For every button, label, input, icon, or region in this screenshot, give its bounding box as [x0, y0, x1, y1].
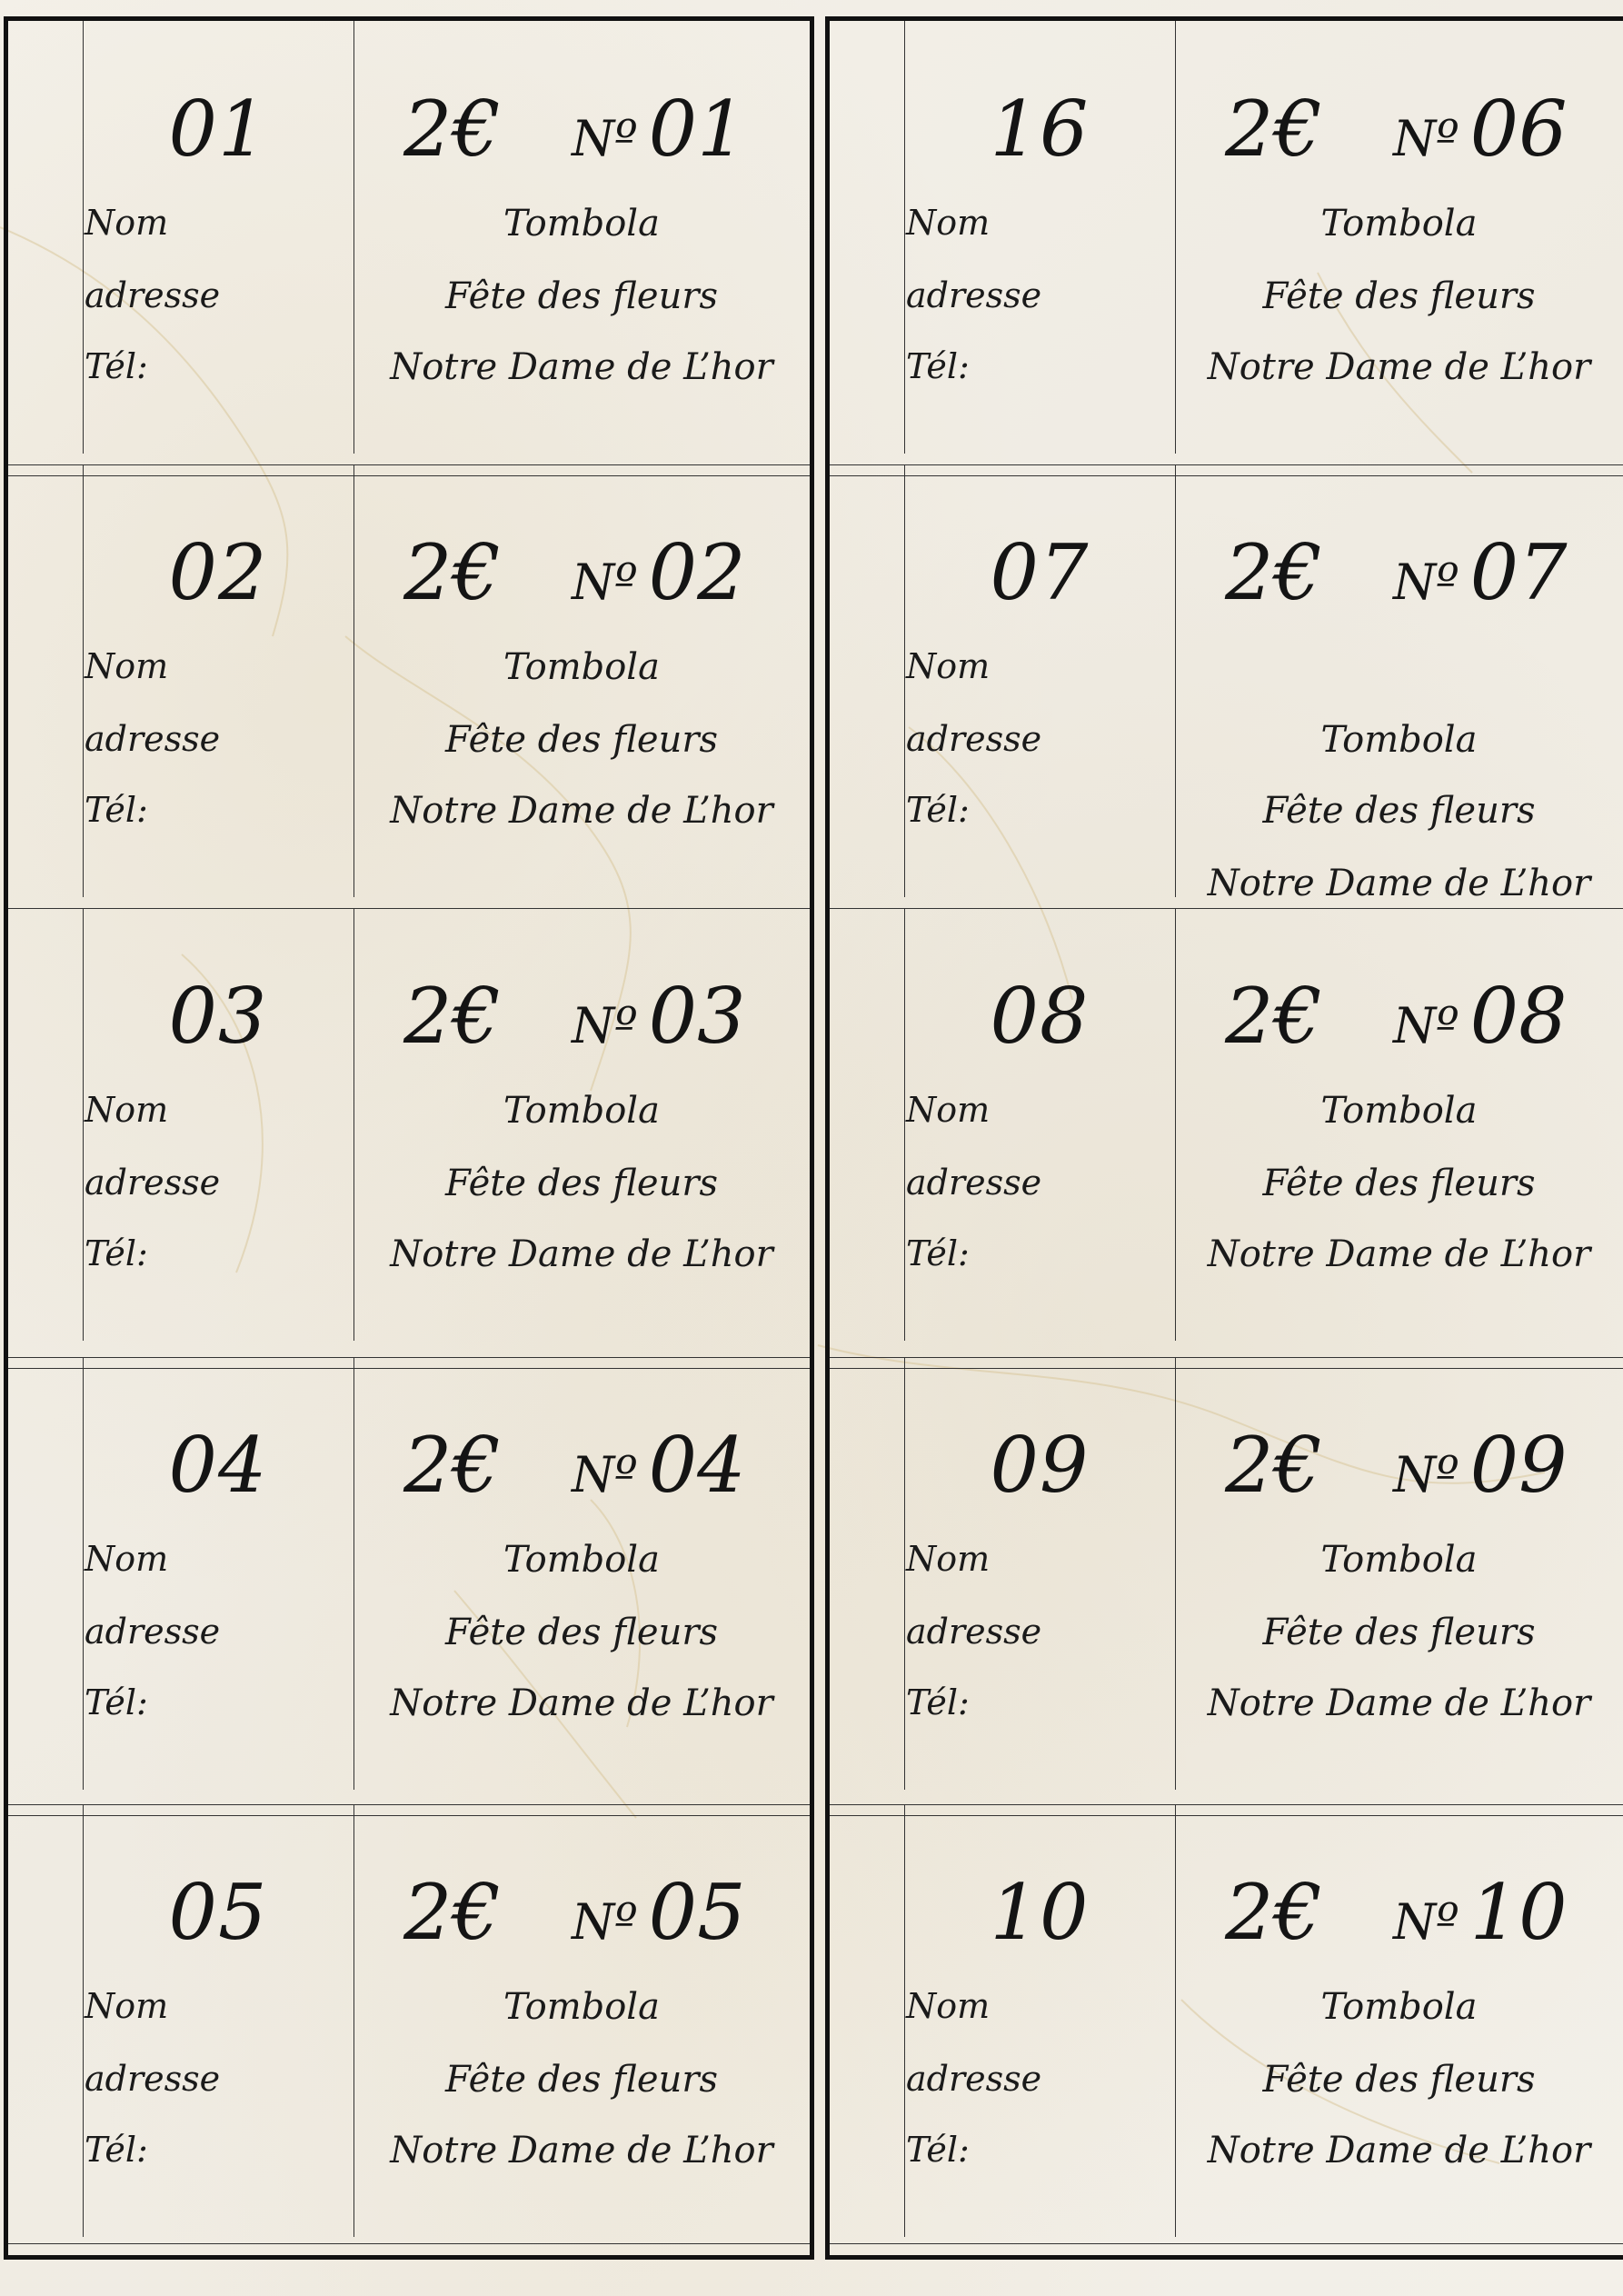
event-line-1: Tombola [503, 203, 660, 245]
address-field: adresse [85, 275, 221, 315]
stub-number: 07 [990, 528, 1090, 617]
event-line-3: Notre Dame de L’hor [390, 2130, 773, 2171]
phone-field: Tél: [85, 1682, 148, 1722]
ticket-price: 2€ [1225, 85, 1322, 174]
event-line-3: Notre Dame de L’hor [1207, 346, 1591, 388]
event-line-1: Tombola [503, 646, 660, 688]
address-field: adresse [906, 1163, 1042, 1203]
event-line-2: Fête des fleurs [445, 1163, 718, 1204]
name-field: Nom [906, 646, 991, 686]
ticket-number: Nº 02 [572, 528, 746, 617]
raffle-ticket [830, 21, 1623, 454]
event-line-3: Notre Dame de L’hor [1207, 863, 1591, 904]
event-line-3: Notre Dame de L’hor [1207, 2130, 1591, 2171]
stub-number: 03 [168, 972, 268, 1061]
phone-field: Tél: [85, 1233, 148, 1273]
ticket-price: 2€ [1225, 1868, 1322, 1957]
event-line-2: Fête des fleurs [445, 1612, 718, 1653]
stub-number: 05 [168, 1868, 268, 1957]
ticket-number: Nº 08 [1393, 972, 1568, 1061]
name-field: Nom [906, 1539, 991, 1579]
event-line-1: Tombola [1320, 203, 1478, 245]
name-field: Nom [906, 1090, 991, 1130]
raffle-ticket [830, 464, 1623, 904]
stub-number: 01 [168, 85, 268, 174]
event-line-1: Tombola [503, 1986, 660, 2028]
stub-number: 10 [990, 1868, 1090, 1957]
ticket-price: 2€ [403, 1421, 501, 1510]
event-line-3: Notre Dame de L’hor [390, 1233, 773, 1275]
ticket-price: 2€ [403, 85, 501, 174]
phone-field: Tél: [906, 790, 970, 830]
stub-number: 08 [990, 972, 1090, 1061]
raffle-ticket [830, 908, 1623, 1341]
raffle-ticket [8, 464, 810, 897]
address-field: adresse [906, 2059, 1042, 2099]
event-line-2: Fête des fleurs [445, 275, 718, 317]
ticket-price: 2€ [403, 1868, 501, 1957]
phone-field: Tél: [85, 2130, 148, 2170]
event-line-3: Notre Dame de L’hor [390, 790, 773, 832]
event-line-3: Notre Dame de L’hor [390, 346, 773, 388]
address-field: adresse [85, 719, 221, 759]
phone-field: Tél: [85, 346, 148, 386]
address-field: adresse [85, 2059, 221, 2099]
ticket-price: 2€ [403, 528, 501, 617]
event-line-2: Fête des fleurs [1262, 275, 1536, 317]
raffle-ticket [8, 1804, 810, 2237]
phone-field: Tél: [906, 1682, 970, 1722]
phone-field: Tél: [906, 2130, 970, 2170]
ticket-price: 2€ [1225, 1421, 1322, 1510]
ticket-number: Nº 09 [1393, 1421, 1568, 1510]
event-line-1: Tombola [503, 1090, 660, 1132]
ticket-sheet-right [825, 16, 1623, 2260]
address-field: adresse [906, 719, 1042, 759]
ticket-number: Nº 10 [1393, 1868, 1568, 1957]
ticket-number: Nº 04 [572, 1421, 746, 1510]
ticket-price: 2€ [1225, 972, 1322, 1061]
phone-field: Tél: [906, 1233, 970, 1273]
name-field: Nom [85, 203, 169, 243]
event-line-2: Fête des fleurs [1262, 1612, 1536, 1653]
event-line-1: Tombola [1320, 1986, 1478, 2028]
raffle-ticket [8, 21, 810, 454]
ticket-price: 2€ [1225, 528, 1322, 617]
event-line-2: Fête des fleurs [1262, 1163, 1536, 1204]
ticket-number: Nº 06 [1393, 85, 1568, 174]
phone-field: Tél: [85, 790, 148, 830]
ticket-number: Nº 01 [572, 85, 746, 174]
event-line-1: Tombola [1320, 719, 1478, 761]
raffle-ticket [8, 1357, 810, 1790]
event-line-2: Fête des fleurs [445, 2059, 718, 2101]
address-field: adresse [906, 1612, 1042, 1652]
ticket-number: Nº 07 [1393, 528, 1568, 617]
ticket-sheet-left [4, 16, 814, 2260]
event-line-3: Notre Dame de L’hor [1207, 1233, 1591, 1275]
stub-number: 02 [168, 528, 268, 617]
name-field: Nom [85, 646, 169, 686]
name-field: Nom [85, 1539, 169, 1579]
event-line-2: Fête des fleurs [1262, 2059, 1536, 2101]
event-line-1: Tombola [1320, 1539, 1478, 1581]
raffle-ticket [830, 1357, 1623, 1790]
phone-field: Tél: [906, 346, 970, 386]
ticket-price: 2€ [403, 972, 501, 1061]
name-field: Nom [85, 1090, 169, 1130]
raffle-ticket [830, 1804, 1623, 2237]
ticket-number: Nº 03 [572, 972, 746, 1061]
name-field: Nom [906, 203, 991, 243]
event-line-1: Tombola [1320, 1090, 1478, 1132]
ticket-number: Nº 05 [572, 1868, 746, 1957]
name-field: Nom [906, 1986, 991, 2026]
address-field: adresse [85, 1163, 221, 1203]
name-field: Nom [85, 1986, 169, 2026]
event-line-3: Notre Dame de L’hor [390, 1682, 773, 1724]
event-line-2: Fête des fleurs [1262, 790, 1536, 832]
stub-number: 04 [168, 1421, 268, 1510]
event-line-2: Fête des fleurs [445, 719, 718, 761]
event-line-1: Tombola [503, 1539, 660, 1581]
stub-number: 16 [990, 85, 1090, 174]
stub-number: 09 [990, 1421, 1090, 1510]
event-line-3: Notre Dame de L’hor [1207, 1682, 1591, 1724]
address-field: adresse [85, 1612, 221, 1652]
raffle-ticket [8, 908, 810, 1341]
address-field: adresse [906, 275, 1042, 315]
